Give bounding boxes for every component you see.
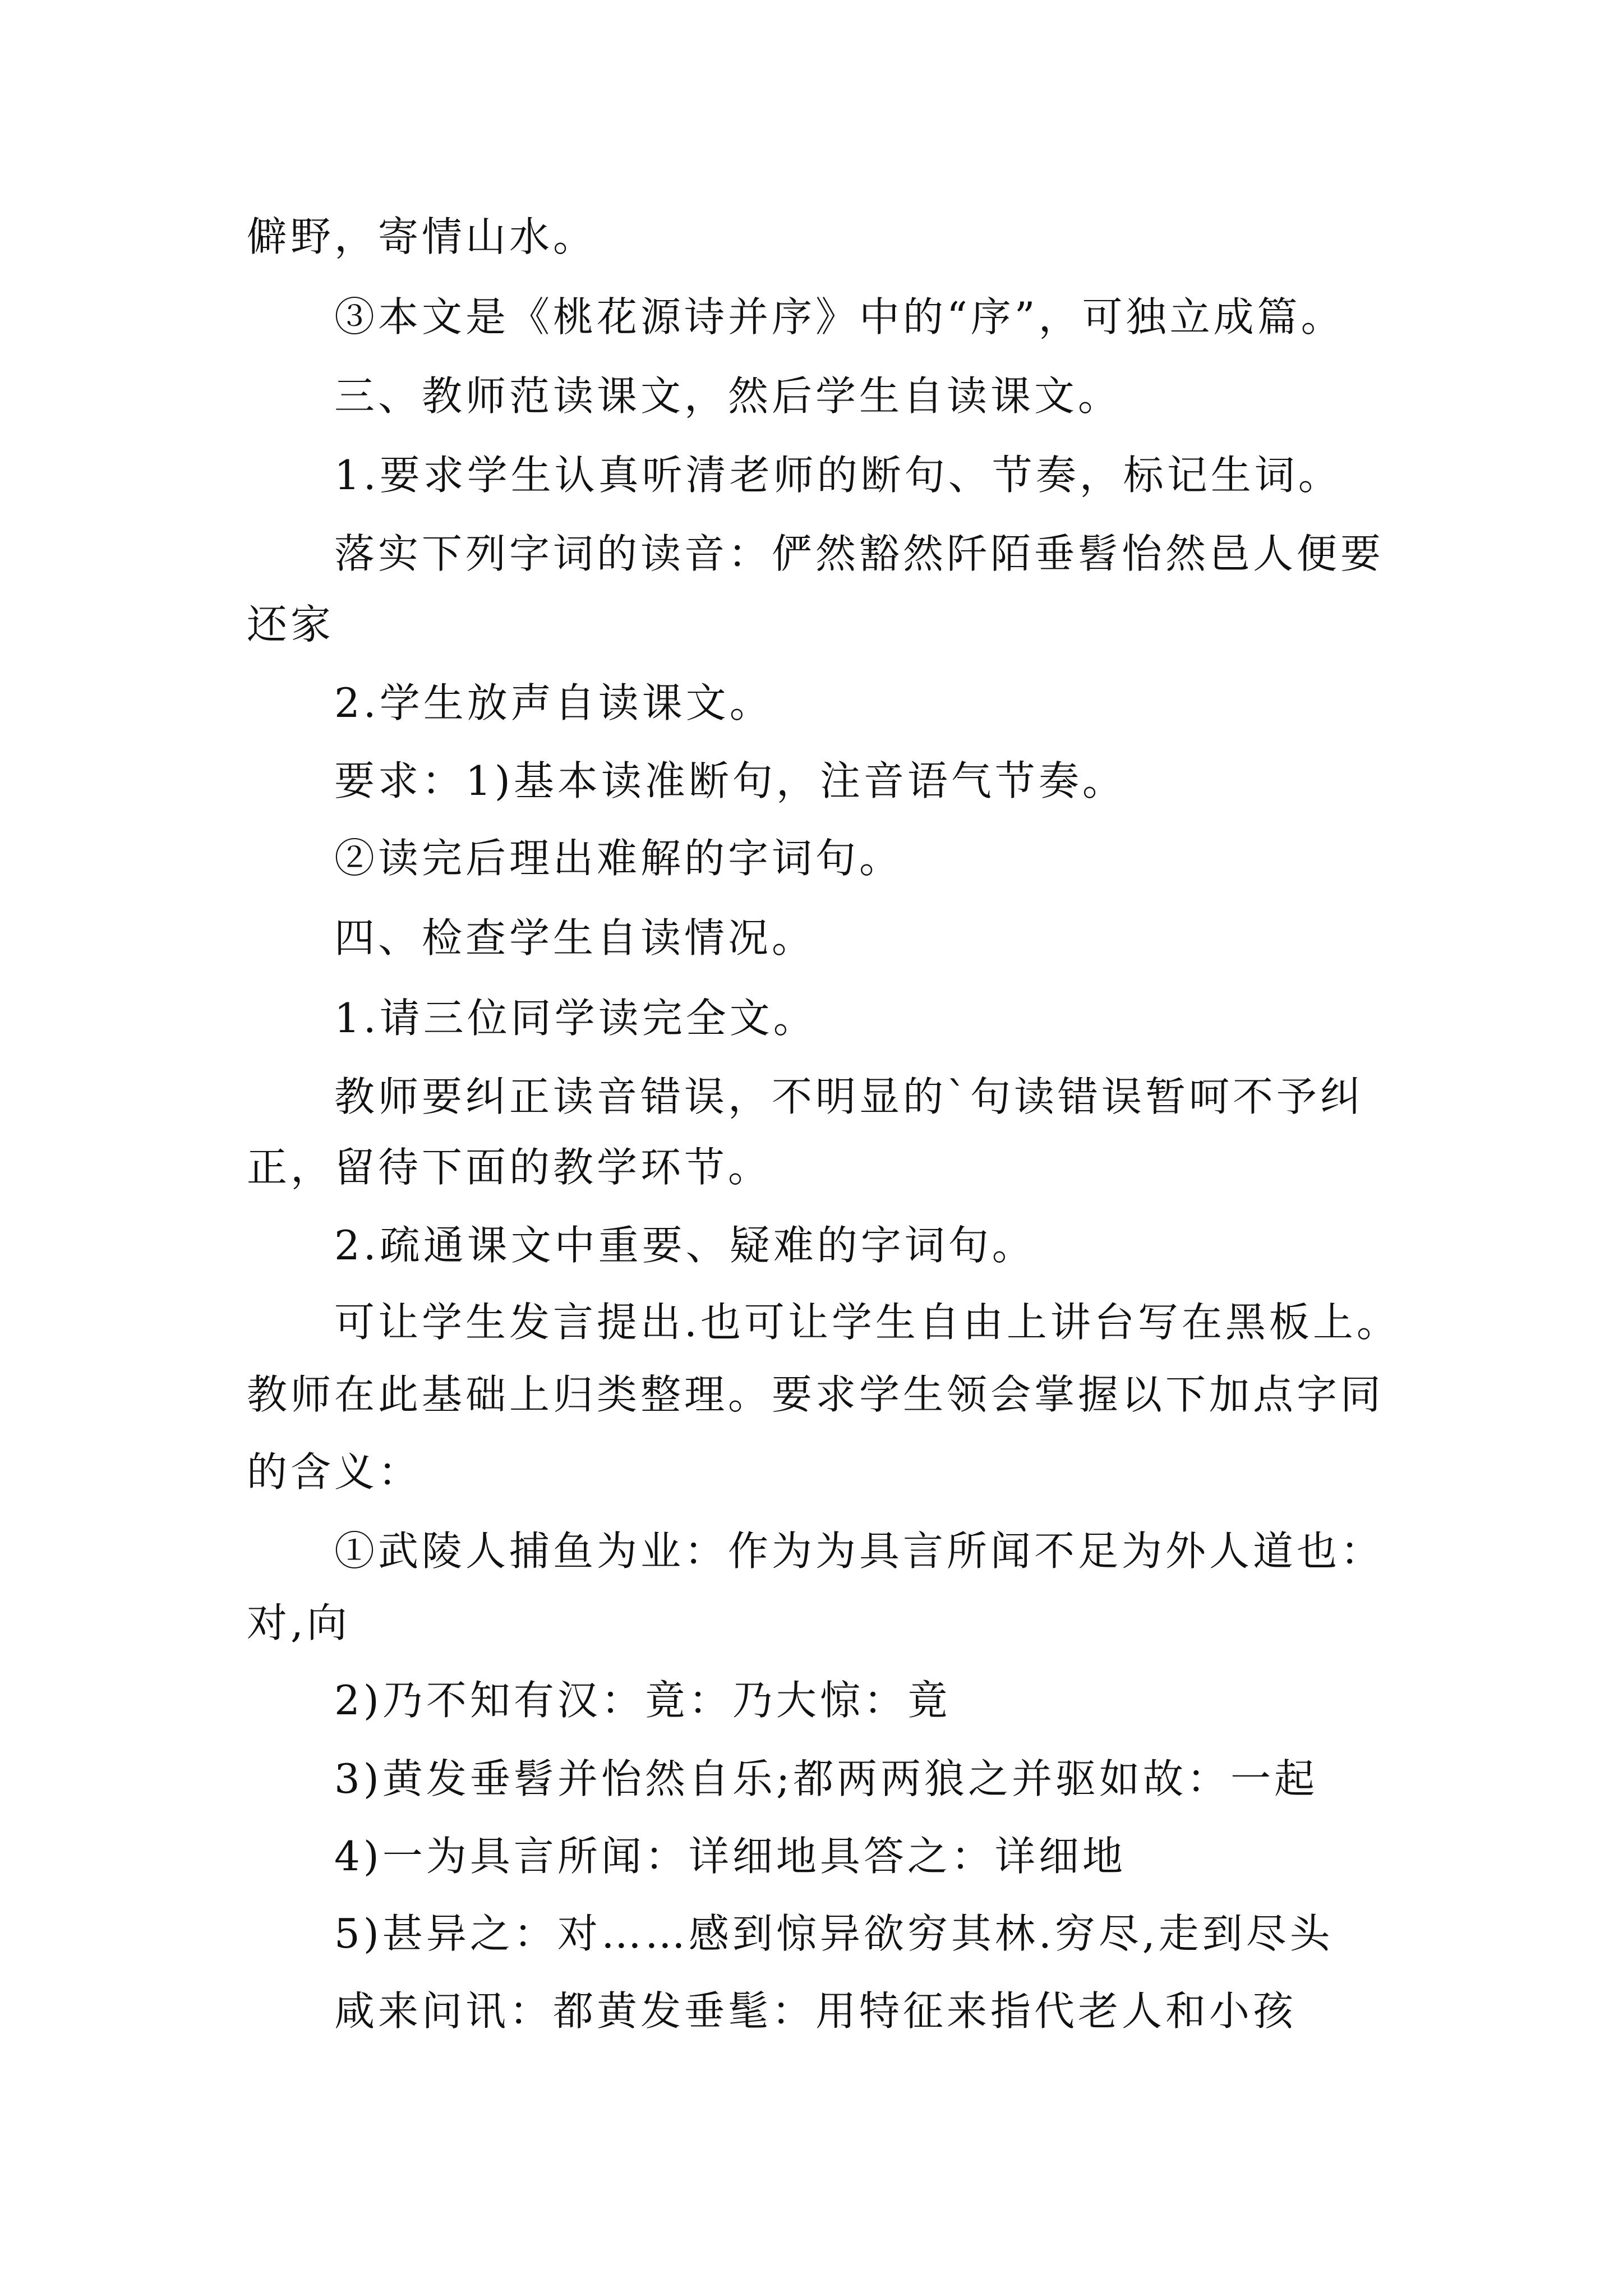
text-line: 2)乃不知有汉：竟：乃大惊：竟 [334, 1677, 951, 1724]
text-line: 正，留待下面的教学环节。 [247, 1144, 772, 1191]
text-line: 要求：1)基本读准断句，注音语气节奏。 [334, 757, 1126, 804]
text-line: 咸来问讯：都黄发垂髦：用特征来指代老人和小孩 [334, 1987, 1297, 2035]
text-line: 对,向 [247, 1599, 351, 1646]
text-line: ③本文是《桃花源诗并序》中的“序”，可独立成篇。 [334, 293, 1345, 341]
text-line: 落实下列字词的读音：俨然豁然阡陌垂髫怡然邑人便要 [334, 530, 1385, 577]
text-line: 四、检查学生自读情况。 [334, 914, 816, 961]
text-line: 1.要求学生认真听清老师的断句、节奏，标记生词。 [334, 452, 1342, 499]
text-line: 1.请三位同学读完全文。 [334, 995, 817, 1042]
text-line: 4)一为具言所闻：详细地具答之：详细地 [334, 1833, 1126, 1880]
text-line: 3)黄发垂髫并怡然自乐;都两两狼之并驱如故：一起 [334, 1755, 1318, 1802]
text-line: ②读完后理出难解的字词句。 [334, 835, 903, 882]
text-line: 的含义： [247, 1448, 422, 1496]
text-line: 教师在此基础上归类整理。要求学生领会掌握以下加点字同 [247, 1371, 1385, 1418]
text-line: 教师要纠正读音错误，不明显的`句读错误暂呵不予纠 [334, 1073, 1364, 1120]
text-line: 还家 [247, 601, 335, 648]
text-line: 2.学生放声自读课文。 [334, 679, 773, 726]
text-line: ①武陵人捕鱼为业：作为为具言所闻不足为外人道也： [334, 1527, 1385, 1575]
text-line: 可让学生发言提出.也可让学生自由上讲台写在黑板上。 [334, 1299, 1400, 1346]
text-line: 三、教师范读课文，然后学生自读课文。 [334, 372, 1122, 420]
text-line: 僻野，寄情山水。 [247, 213, 597, 260]
text-line: 5)甚异之：对……感到惊异欲穷其林.穷尽,走到尽头 [334, 1910, 1334, 1957]
text-line: 2.疏通课文中重要、疑难的字词句。 [334, 1222, 1036, 1269]
